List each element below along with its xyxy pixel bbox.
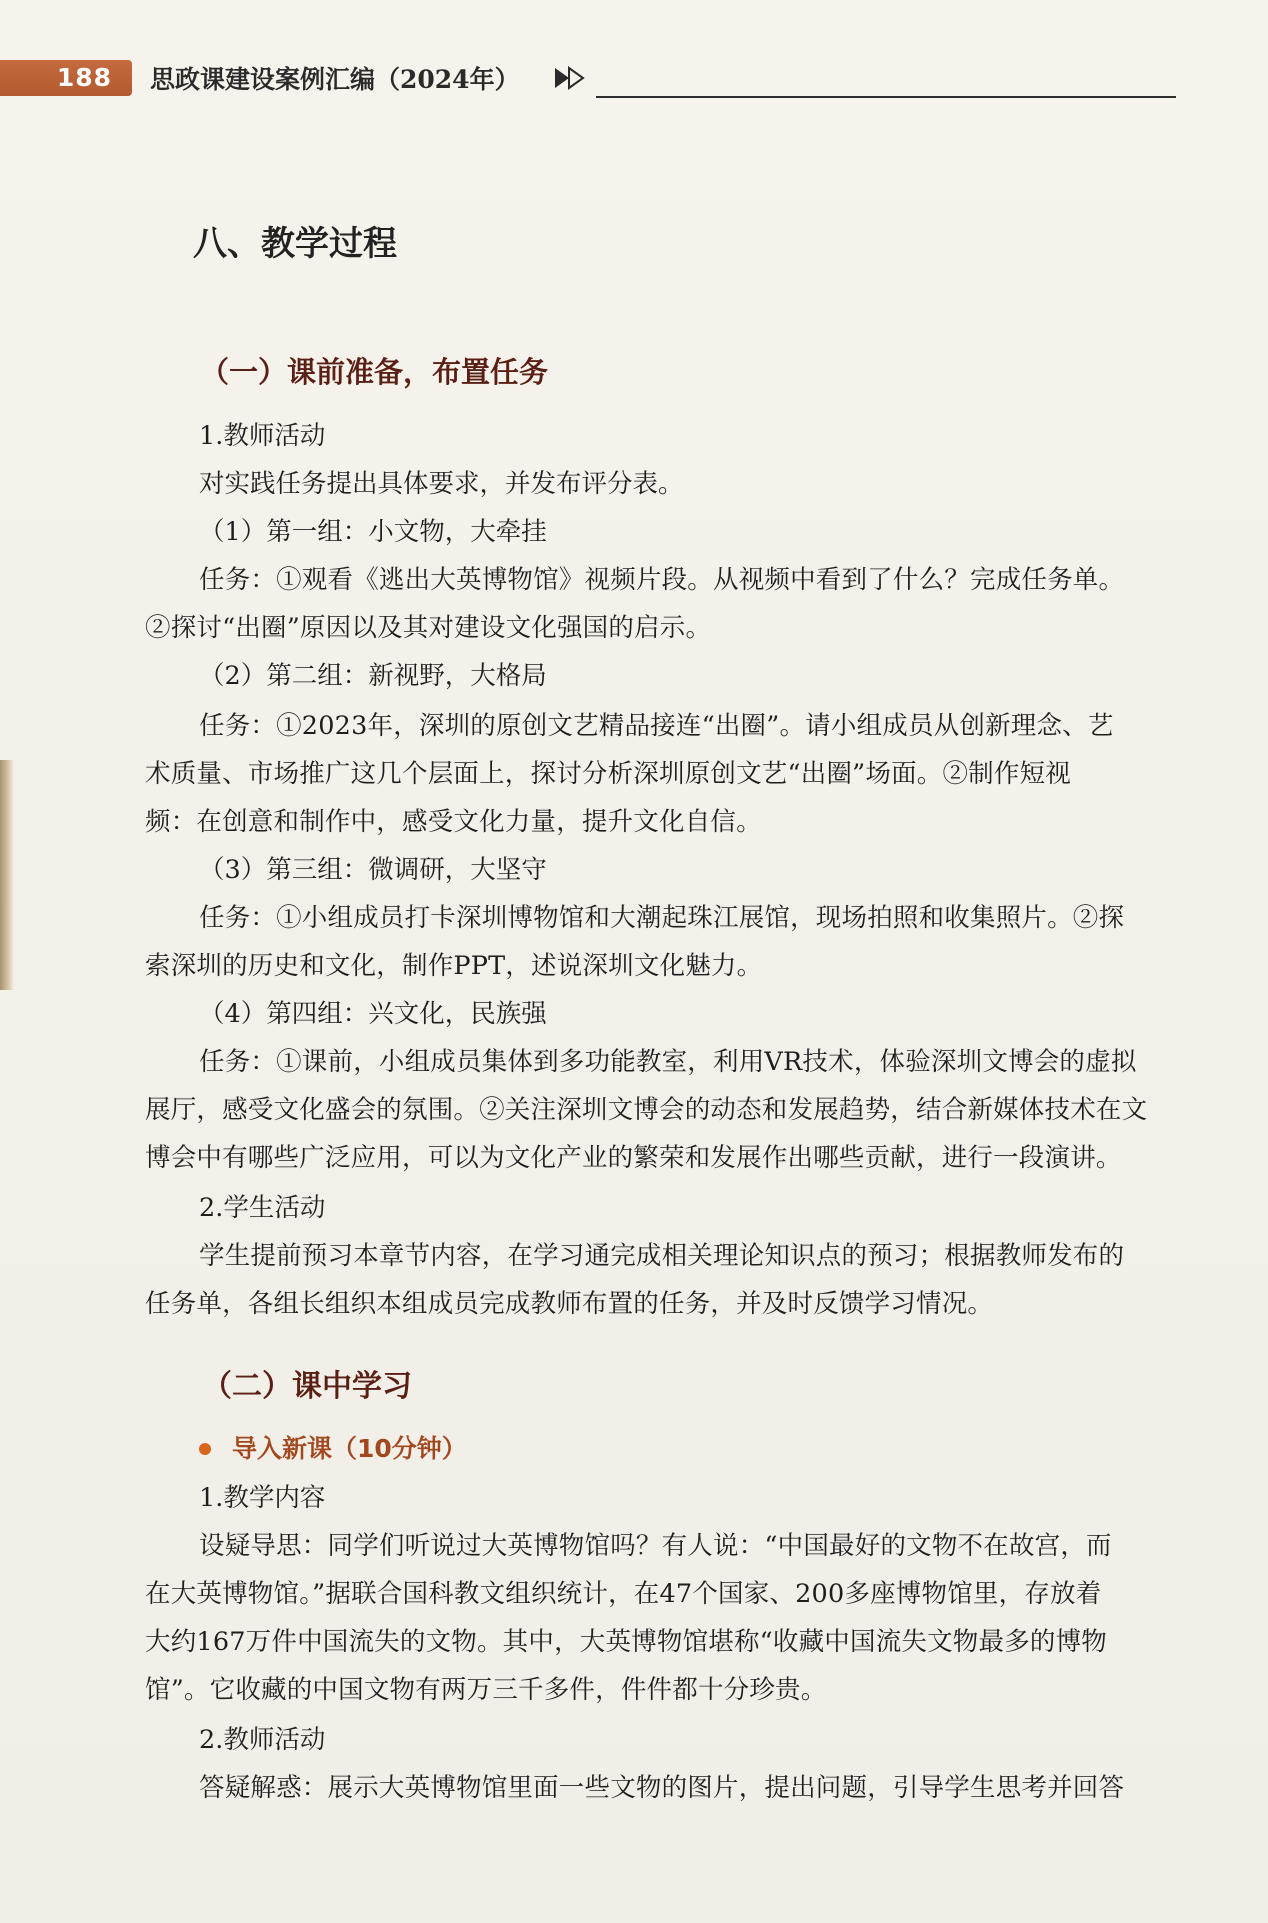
content-line-3: 大约167万件中国流失的文物。其中，大英博物馆堪称“收藏中国流失文物最多的博物 [145,1627,1108,1657]
bullet-dot-icon [199,1443,211,1455]
part1-student-heading: 2.学生活动 [199,1193,326,1223]
part2-title: （二）课中学习 [202,1369,412,1404]
student-line-2: 任务单，各组长组织本组成员完成教师布置的任务，并及时反馈学习情况。 [145,1289,994,1319]
part1-teacher-heading: 1.教师活动 [199,421,326,451]
bullet-title: 导入新课（10分钟） [232,1434,467,1463]
group2-line-3: 频：在创意和制作中，感受文化力量，提升文化自信。 [145,807,762,837]
page-number-tab [0,60,132,96]
group1-title: （1）第一组：小文物，大牵挂 [199,517,547,547]
content-line-4: 馆”。它收藏的中国文物有两万三千多件，件件都十分珍贵。 [145,1675,827,1705]
group3-line-1: 任务：①小组成员打卡深圳博物馆和大潮起珠江展馆，现场拍照和收集照片。②探 [199,903,1125,933]
part2-teacher-heading: 2.教师活动 [199,1725,326,1755]
content-line-1: 设疑导思：同学们听说过大英博物馆吗？有人说：“中国最好的文物不在故宫，而 [199,1531,1112,1561]
part1-title: （一）课前准备，布置任务 [200,355,549,389]
running-title: 思政课建设案例汇编（2024年） [150,65,520,94]
header-rule [596,96,1176,98]
page-edge-shadow [0,760,14,990]
group4-line-1: 任务：①课前，小组成员集体到多功能教室，利用VR技术，体验深圳文博会的虚拟 [199,1047,1137,1077]
teacher-line-1: 答疑解惑：展示大英博物馆里面一些文物的图片，提出问题，引导学生思考并回答 [199,1773,1125,1803]
double-arrow-icon [553,65,593,91]
page-number: 188 [56,63,112,92]
group3-title: （3）第三组：微调研，大坚守 [199,855,547,885]
group1-line-1: 任务：①观看《逃出大英博物馆》视频片段。从视频中看到了什么？完成任务单。 [199,565,1125,595]
section-title: 八、教学过程 [193,224,397,264]
group1-line-2: ②探讨“出圈”原因以及其对建设文化强国的启示。 [145,613,712,643]
part1-teacher-intro: 对实践任务提出具体要求，并发布评分表。 [199,469,684,499]
content-line-2: 在大英博物馆。”据联合国科教文组织统计，在47个国家、200多座博物馆里，存放着 [145,1579,1102,1609]
group2-title: （2）第二组：新视野，大格局 [199,661,547,691]
group4-line-2: 展厅，感受文化盛会的氛围。②关注深圳文博会的动态和发展趋势，结合新媒体技术在文 [145,1095,1148,1125]
group2-line-1: 任务：①2023年，深圳的原创文艺精品接连“出圈”。请小组成员从创新理念、艺 [199,711,1114,741]
running-header [0,56,1268,106]
student-line-1: 学生提前预习本章节内容，在学习通完成相关理论知识点的预习；根据教师发布的 [199,1241,1125,1271]
group4-title: （4）第四组：兴文化，民族强 [199,999,547,1029]
group4-line-3: 博会中有哪些广泛应用，可以为文化产业的繁荣和发展作出哪些贡献，进行一段演讲。 [145,1143,1122,1173]
group3-line-2: 索深圳的历史和文化，制作PPT，述说深圳文化魅力。 [145,951,763,981]
group2-line-2: 术质量、市场推广这几个层面上，探讨分析深圳原创文艺“出圈”场面。②制作短视 [145,759,1071,789]
part2-content-heading: 1.教学内容 [199,1483,326,1513]
